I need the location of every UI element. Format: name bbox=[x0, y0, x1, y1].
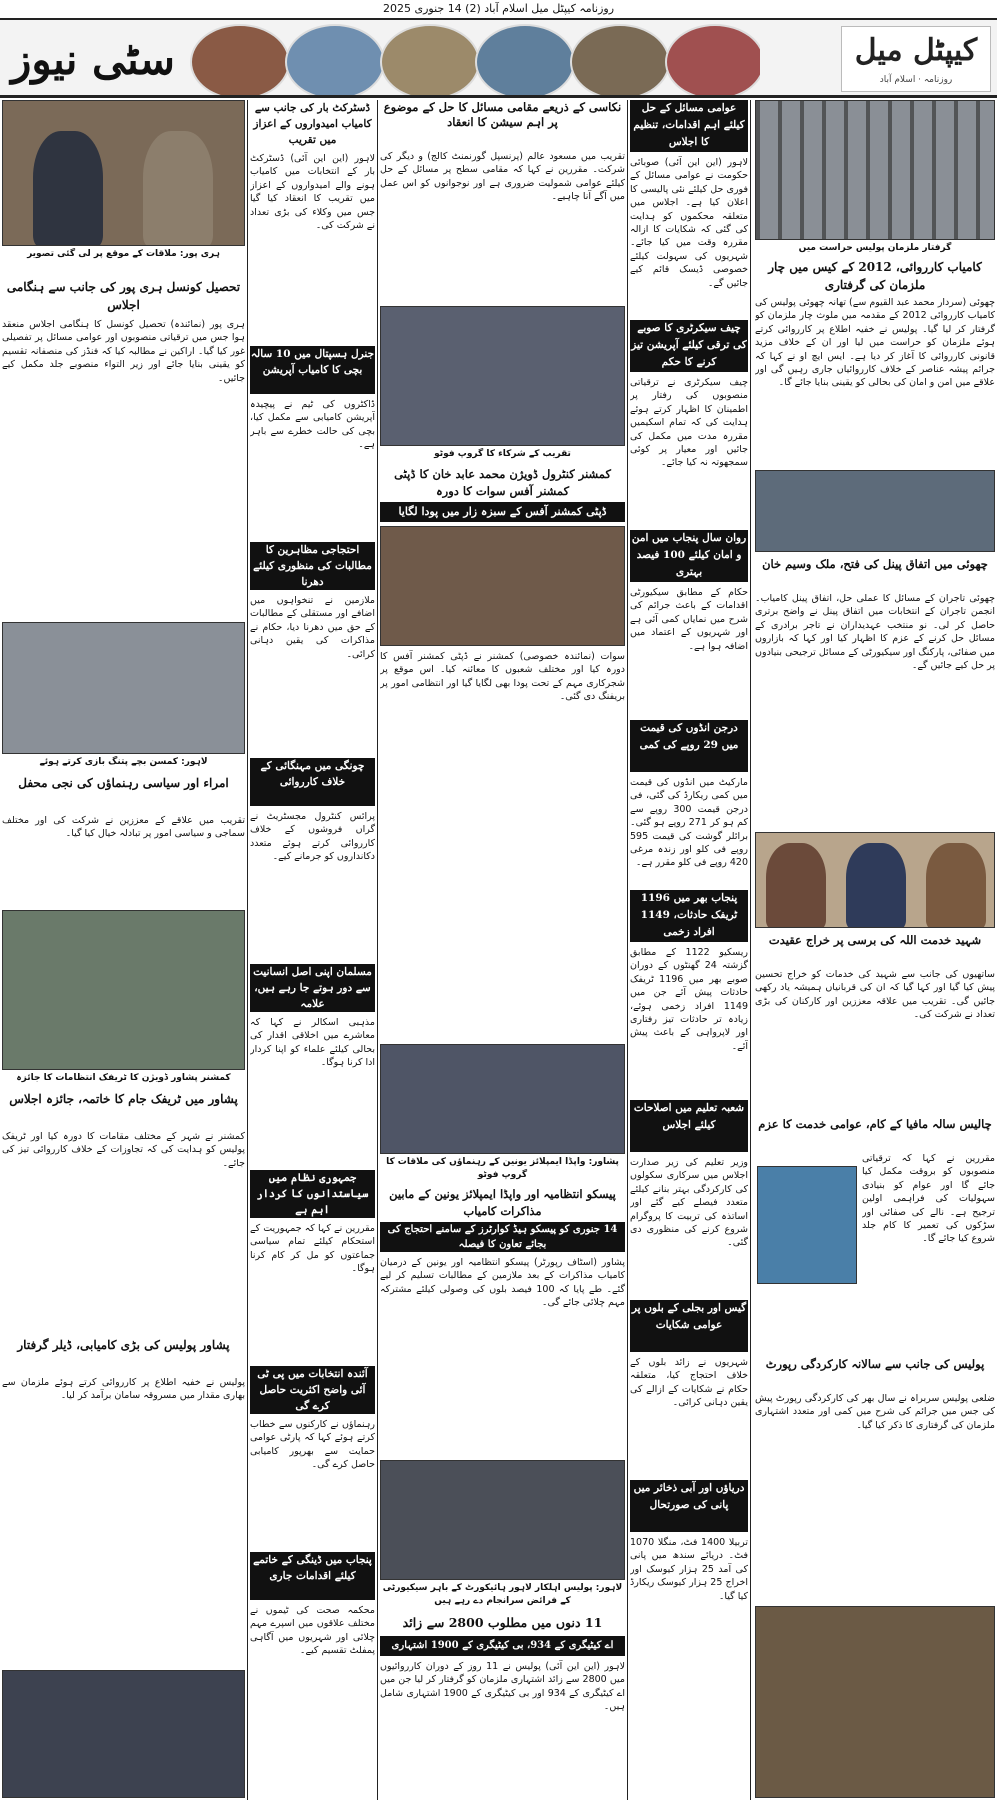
article-body: مقررین نے کہا کہ ترقیاتی منصوبوں کو بروقت مکمل کیا جائے گا اور عوام کو بنیادی سہولیات کی فراہمی اولین ترجیح ہے۔ نالے کی صفائی اور سڑکوں کی تعمیر کا کام جلد شروع کیا جائے گا۔ bbox=[862, 1153, 995, 1245]
photo-caption: ہری پور: ملاقات کے موقع پر لی گئی تصویر bbox=[27, 249, 220, 259]
subheadline: اے کیٹیگری کے 934، بی کیٹیگری کے 1900 اشتہاری bbox=[380, 1636, 625, 1656]
police-photo bbox=[380, 1460, 625, 1580]
headline: چھوئی میں اتفاق پینل کی فتح، ملک وسیم خان bbox=[762, 557, 988, 571]
headline: کامیاب کارروائی، 2012 کے کیس میں چار ملزمان کی گرفتاری bbox=[768, 260, 982, 292]
photo-caption: تقریب کے شرکاء کا گروپ فوٹو bbox=[434, 449, 571, 459]
article-body: تربیلا 1400 فٹ، منگلا 1070 فٹ۔ دریائے سندھ میں پانی کی آمد 25 ہزار کیوسک اور اخراج 25 ہزار کیوسک ریکارڈ کیا گیا۔ bbox=[630, 1537, 748, 1602]
headline: شہید خدمت اللہ کی برسی پر خراج عقیدت bbox=[768, 933, 982, 947]
headline: پیسکو انتظامیہ اور واپڈا ایمپلائز یونین کے مابین مذاکرات کامیاب bbox=[389, 1187, 616, 1218]
newspaper-logo: کیپٹل میل روزنامہ · اسلام آباد bbox=[841, 26, 991, 92]
column-rule bbox=[377, 100, 378, 1800]
banner-photo bbox=[665, 24, 760, 96]
article-body: ساتھیوں کی جانب سے شہید کی خدمات کو خراج تحسین پیش کیا گیا اور کہا گیا کہ ان کی قربانیاں ہمیشہ یاد رکھی جائیں گی۔ تقریب میں علاقہ معززین اور کارکنان کی بڑی تعداد نے شرکت کی۔ bbox=[755, 969, 995, 1021]
masthead bbox=[0, 18, 997, 98]
headline: کمشنر کنٹرول ڈویژن محمد عابد خان کا ڈپٹی کمشنر آفس سوات کا دورہ bbox=[394, 467, 611, 498]
column-rule bbox=[750, 100, 751, 1800]
article-body: شہریوں نے زائد بلوں کے خلاف احتجاج کیا، متعلقہ حکام نے شکایات کے ازالے کی یقین دہانی کرائی۔ bbox=[630, 1357, 748, 1409]
column-rule bbox=[247, 100, 248, 1800]
person bbox=[143, 131, 213, 246]
portrait bbox=[926, 843, 986, 928]
headline: درجن انڈوں کی قیمت میں 29 روپے کی کمی bbox=[630, 720, 748, 772]
headline: عوامی مسائل کے حل کیلئے اہم اقدامات، تنظیم کا اجلاس bbox=[630, 100, 748, 152]
column-rule bbox=[627, 100, 628, 1800]
article-body: لاہور (این این آئی) پولیس نے 11 روز کے دوران کارروائیوں میں 2800 سے زائد اشتہاری ملزمان کو گرفتار کر لیا جن میں اے کیٹیگری کے 934 اور بی کیٹیگری کے 1900 اشتہاری شامل ہیں۔ bbox=[380, 1661, 625, 1713]
prisoners-photo bbox=[755, 100, 995, 240]
photo-caption: گرفتار ملزمان پولیس حراست میں bbox=[798, 243, 952, 253]
headline: دریاؤں اور آبی ذخائر میں پانی کی صورتحال bbox=[630, 1480, 748, 1532]
dateline: روزنامہ کیپٹل میل اسلام آباد (2) 14 جنوری 2025 bbox=[382, 2, 615, 15]
article-body: مذہبی اسکالر نے کہا کہ معاشرے میں اخلاقی اقدار کی بحالی کیلئے علماء کو اپنا کردار ادا کرنا ہوگا۔ bbox=[250, 1017, 375, 1069]
headline: پنجاب میں ڈینگی کے خاتمے کیلئے اقدامات جاری bbox=[250, 1552, 375, 1600]
photo-caption: کمشنر پشاور ڈویژن کا ٹریفک انتظامات کا جائزہ bbox=[16, 1073, 231, 1083]
article-body: پشاور (اسٹاف رپورٹر) پیسکو انتظامیہ اور یونین کے درمیان کامیاب مذاکرات کے بعد ملازمین کے مطالبات تسلیم کر لیے گئے۔ طے پایا کہ 100 فیصد بلوں کی وصولی کیلئے مشترکہ مہم چلائی جائے گی۔ bbox=[380, 1257, 625, 1309]
banner-photo bbox=[475, 24, 575, 96]
article-body: وزیر تعلیم کی زیر صدارت اجلاس میں سرکاری سکولوں کی کارکردگی بہتر بنانے کیلئے متعدد فیصلے کیے گئے اور اساتذہ کی تربیت کا پروگرام شروع کرنے کی منظوری دی گئی۔ bbox=[630, 1157, 748, 1249]
section-title: سٹی نیوز bbox=[11, 35, 175, 84]
headline: چیف سیکرٹری کا صوبے کی ترقی کیلئے آپریشن تیز کرنے کا حکم bbox=[630, 320, 748, 372]
banner-collage bbox=[190, 24, 760, 96]
portraits-photo bbox=[755, 832, 995, 928]
article-body: چھوئی تاجران کے مسائل کا عملی حل، اتفاق پینل کامیاب۔ انجمن تاجران کے انتخابات میں اتفاق پینل نے واضح برتری حاصل کر لی۔ نو منتخب عہدیداران نے تاجر برادری کے مسائل حل کرنے کے عزم کا اظہار کیا اور کہا کہ بازاروں میں صفائی، پارکنگ اور سیکیورٹی کے مسائل ترجیحی بنیادوں پر حل کیے جائیں گے۔ bbox=[755, 593, 995, 672]
headline: پشاور پولیس کی بڑی کامیابی، ڈیلر گرفتار bbox=[17, 1338, 230, 1352]
headline: نکاسی کے ذریعے مقامی مسائل کا حل کے موضوع پر اہم سیشن کا انعقاد bbox=[383, 100, 622, 129]
jail-bars bbox=[756, 101, 995, 240]
article-body: لاہور (این این آئی) ڈسٹرکٹ بار کے انتخابات میں کامیاب ہونے والے امیدواروں کے اعزاز میں تقریب کا انعقاد کیا گیا جس میں وکلاء کی بڑی تعداد نے شرکت کی۔ bbox=[250, 153, 375, 232]
article-body: سوات (نمائندہ خصوصی) کمشنر نے ڈپٹی کمشنر آفس کا دورہ کیا اور مختلف شعبوں کا معائنہ کیا۔ اس موقع پر شجرکاری مہم کے تحت پودا بھی لگایا گیا اور انتظامی امور پر بریفنگ دی گئی۔ bbox=[380, 651, 625, 703]
article-body: رہنماؤں نے کارکنوں سے خطاب کرتے ہوئے کہا کہ پارٹی عوامی حمایت سے بھرپور کامیابی حاصل کرے گی۔ bbox=[250, 1419, 375, 1471]
person bbox=[33, 131, 103, 246]
street-photo bbox=[2, 622, 245, 754]
headline: ڈسٹرکٹ بار کی جانب سے کامیاب امیدواروں کے اعزاز میں تقریب bbox=[253, 102, 372, 146]
headline: پنجاب بھر میں 1196 ٹریفک حادثات، 1149 افراد زخمی bbox=[630, 890, 748, 942]
article-body: ہری پور (نمائندہ) تحصیل کونسل کا ہنگامی اجلاس منعقد ہوا جس میں ترقیاتی منصوبوں اور عوامی مسائل پر تفصیلی غور کیا گیا۔ اراکین نے مطالبہ کیا کہ فنڈز کی منصفانہ تقسیم کو یقینی بنایا جائے اور زیر التواء منصوبے جلد مکمل کیے جائیں۔ bbox=[2, 319, 245, 384]
crowd-photo bbox=[2, 910, 245, 1070]
article-body: لاہور (این این آئی) صوبائی حکومت نے عوامی مسائل کے فوری حل کیلئے نئی پالیسی کا اعلان کیا ہے۔ اجلاس میں متعلقہ محکموں کو ہدایت کی گئی کہ شکایات کا ازالہ مقررہ وقت میں کیا جائے۔ شہریوں کی سہولت کیلئے خصوصی ڈیسک قائم کیے جائیں گے۔ bbox=[630, 157, 748, 289]
photo-caption: لاہور: کمسن بچے پتنگ بازی کرتے ہوئے bbox=[39, 757, 208, 767]
headline: جنرل ہسپتال میں 10 سالہ بچی کا کامیاب آپریشن bbox=[250, 346, 375, 394]
article-body: ملازمین نے تنخواہوں میں اضافے اور مستقلی کے مطالبات کے حق میں دھرنا دیا، حکام نے مذاکرات کی یقین دہانی کرائی۔ bbox=[250, 595, 375, 660]
headline: پشاور میں ٹریفک جام کا خاتمہ، جائزہ اجلاس bbox=[9, 1092, 238, 1106]
headline: چونگی میں مہنگائی کے خلاف کارروائی bbox=[250, 758, 375, 806]
article-body: ضلعی پولیس سربراہ نے سال بھر کی کارکردگی رپورٹ پیش کی جس میں جرائم کی شرح میں کمی اور متعدد اشتہاری ملزمان کی گرفتاری کا ذکر کیا گیا۔ bbox=[755, 1393, 995, 1431]
banner-photo bbox=[190, 24, 290, 96]
group-photo bbox=[380, 306, 625, 446]
headline: گیس اور بجلی کے بلوں پر عوامی شکایات bbox=[630, 1300, 748, 1352]
headline: چالیس سالہ مافیا کے کام، عوامی خدمت کا عزم bbox=[758, 1117, 992, 1131]
headline: روان سال پنجاب میں امن و امان کیلئے 100 فیصد بہتری bbox=[630, 530, 748, 582]
headline: جمہوری نظام میں سیاستدانوں کا کردار اہم ہے bbox=[250, 1170, 375, 1218]
headline: امراء اور سیاسی رہنماؤں کی نجی محفل bbox=[18, 776, 229, 790]
article-body: چیف سیکرٹری نے ترقیاتی منصوبوں کی رفتار پر اطمینان کا اظہار کرتے ہوئے ہدایت کی کہ تمام اسکیمیں مقررہ مدت میں مکمل کی جائیں اور معیار پر کوئی سمجھوتہ نہ کیا جائے۔ bbox=[630, 377, 748, 469]
article-body: تقریب میں مسعود عالم (پرنسپل گورنمنٹ کالج) و دیگر کی شرکت۔ مقررین نے کہا کہ مقامی سطح پر مسائل کے حل کیلئے عوامی شمولیت ضروری ہے اور نوجوانوں کو اس عمل میں آگے آنا چاہیے۔ bbox=[380, 151, 625, 203]
police-press-photo bbox=[2, 1670, 245, 1798]
subheadline: ڈپٹی کمشنر آفس کے سبزہ زار میں پودا لگایا bbox=[380, 502, 625, 522]
meeting-photo bbox=[2, 100, 245, 246]
article-body: محکمہ صحت کی ٹیموں نے مختلف علاقوں میں اسپرے مہم چلائی اور شہریوں میں آگاہی پمفلٹ تقسیم کیے۔ bbox=[250, 1605, 375, 1657]
ceremony-photo bbox=[755, 1606, 995, 1798]
article-body: حکام کے مطابق سیکیورٹی اقدامات کے باعث جرائم کی شرح میں نمایاں کمی آئی ہے اور شہریوں کے اعتماد میں اضافہ ہوا ہے۔ bbox=[630, 587, 748, 652]
article-body: پولیس نے خفیہ اطلاع پر کارروائی کرتے ہوئے ملزمان سے بھاری مقدار میں مسروقہ سامان برآمد کر لیا۔ bbox=[2, 1377, 245, 1402]
headline: شعبہ تعلیم میں اصلاحات کیلئے اجلاس bbox=[630, 1100, 748, 1152]
union-photo bbox=[380, 1044, 625, 1154]
headline: 11 دنوں میں مطلوب 2800 سے زائد bbox=[402, 1615, 603, 1630]
article-body: پرائس کنٹرول مجسٹریٹ نے گراں فروشوں کے خلاف کارروائی کرتے ہوئے متعدد دکانداروں کو جرمانے کیے۔ bbox=[250, 811, 375, 863]
headline: احتجاجی مظاہرین کا مطالبات کی منظوری کیلئے دھرنا bbox=[250, 542, 375, 590]
banner-photo bbox=[380, 24, 480, 96]
article-body: چھوئی (سردار محمد عبد القیوم سے) تھانہ چھوئی پولیس کی کامیاب کارروائی 2012 کے مقدمہ میں ملوث چار ملزمان کو گرفتار کر لیا گیا۔ پولیس نے خفیہ اطلاع پر کارروائی کرتے ہوئے ملزمان کو حراست میں لیا اور ان کے خلاف مزید قانونی کارروائی کا آغاز کر دیا ہے۔ ایس ایچ او نے کہا کہ جرائم پیشہ عناصر کے خلاف کارروائیاں جاری رہیں گی اور علاقے میں امن و امان کی بحالی کو یقینی بنایا جائے گا۔ bbox=[755, 297, 995, 389]
headline: مسلمان اپنی اصل انسانیت سے دور ہوتے جا رہے ہیں، علامہ bbox=[250, 964, 375, 1012]
portrait bbox=[766, 843, 826, 928]
article-body: کمشنر نے شہر کے مختلف مقامات کا دورہ کیا اور ٹریفک پولیس کو ہدایت کی کہ تجاوزات کے خلاف کارروائی تیز کی جائے۔ bbox=[2, 1131, 245, 1169]
banner-photo bbox=[285, 24, 385, 96]
portrait bbox=[846, 843, 906, 928]
article-body: تقریب میں علاقے کے معززین نے شرکت کی اور مختلف سماجی و سیاسی امور پر تبادلہ خیال کیا گیا۔ bbox=[2, 815, 245, 840]
meeting-photo bbox=[755, 470, 995, 552]
headline: آئندہ انتخابات میں پی ٹی آئی واضح اکثریت حاصل کرے گی bbox=[250, 1366, 375, 1414]
banner-photo bbox=[570, 24, 670, 96]
office-photo bbox=[380, 526, 625, 646]
subheadline: 14 جنوری کو پیسکو ہیڈ کوارٹرز کے سامنے احتجاج کی بجائے تعاون کا فیصلہ bbox=[380, 1222, 625, 1252]
photo-caption: لاہور: پولیس اہلکار لاہور ہائیکورٹ کے باہر سیکیورٹی کے فرائض سرانجام دے رہے ہیں bbox=[382, 1583, 623, 1606]
photo-caption: پشاور: واپڈا ایمپلائز یونین کے رہنماؤں کی ملاقات کا گروپ فوٹو bbox=[386, 1157, 619, 1180]
article-body: ڈاکٹروں کی ٹیم نے پیچیدہ آپریشن کامیابی سے مکمل کیا، بچی کی حالت خطرے سے باہر ہے۔ bbox=[250, 399, 375, 451]
headline: پولیس کی جانب سے سالانہ کارکردگی رپورٹ bbox=[765, 1357, 985, 1371]
article-body: مارکیٹ میں انڈوں کی قیمت میں کمی ریکارڈ کی گئی، فی درجن قیمت 300 روپے سے کم ہو کر 271 روپے ہو گئی۔ برائلر گوشت کی قیمت 595 روپے فی کلو اور زندہ مرغی 420 روپے فی کلو مقرر ہے۔ bbox=[630, 777, 748, 869]
article-body: ریسکیو 1122 کے مطابق گزشتہ 24 گھنٹوں کے دوران صوبے بھر میں 1196 ٹریفک حادثات پیش آئے جن میں 1149 افراد زخمی ہوئے، زیادہ تر حادثات تیز رفتاری اور لاپرواہی کے باعث پیش آئے۔ bbox=[630, 947, 748, 1052]
headline: تحصیل کونسل ہری پور کی جانب سے ہنگامی اجلاس bbox=[6, 280, 241, 312]
drain-photo bbox=[757, 1166, 857, 1284]
article-body: مقررین نے کہا کہ جمہوریت کے استحکام کیلئے تمام سیاسی جماعتوں کو مل کر کام کرنا ہوگا۔ bbox=[250, 1223, 375, 1275]
